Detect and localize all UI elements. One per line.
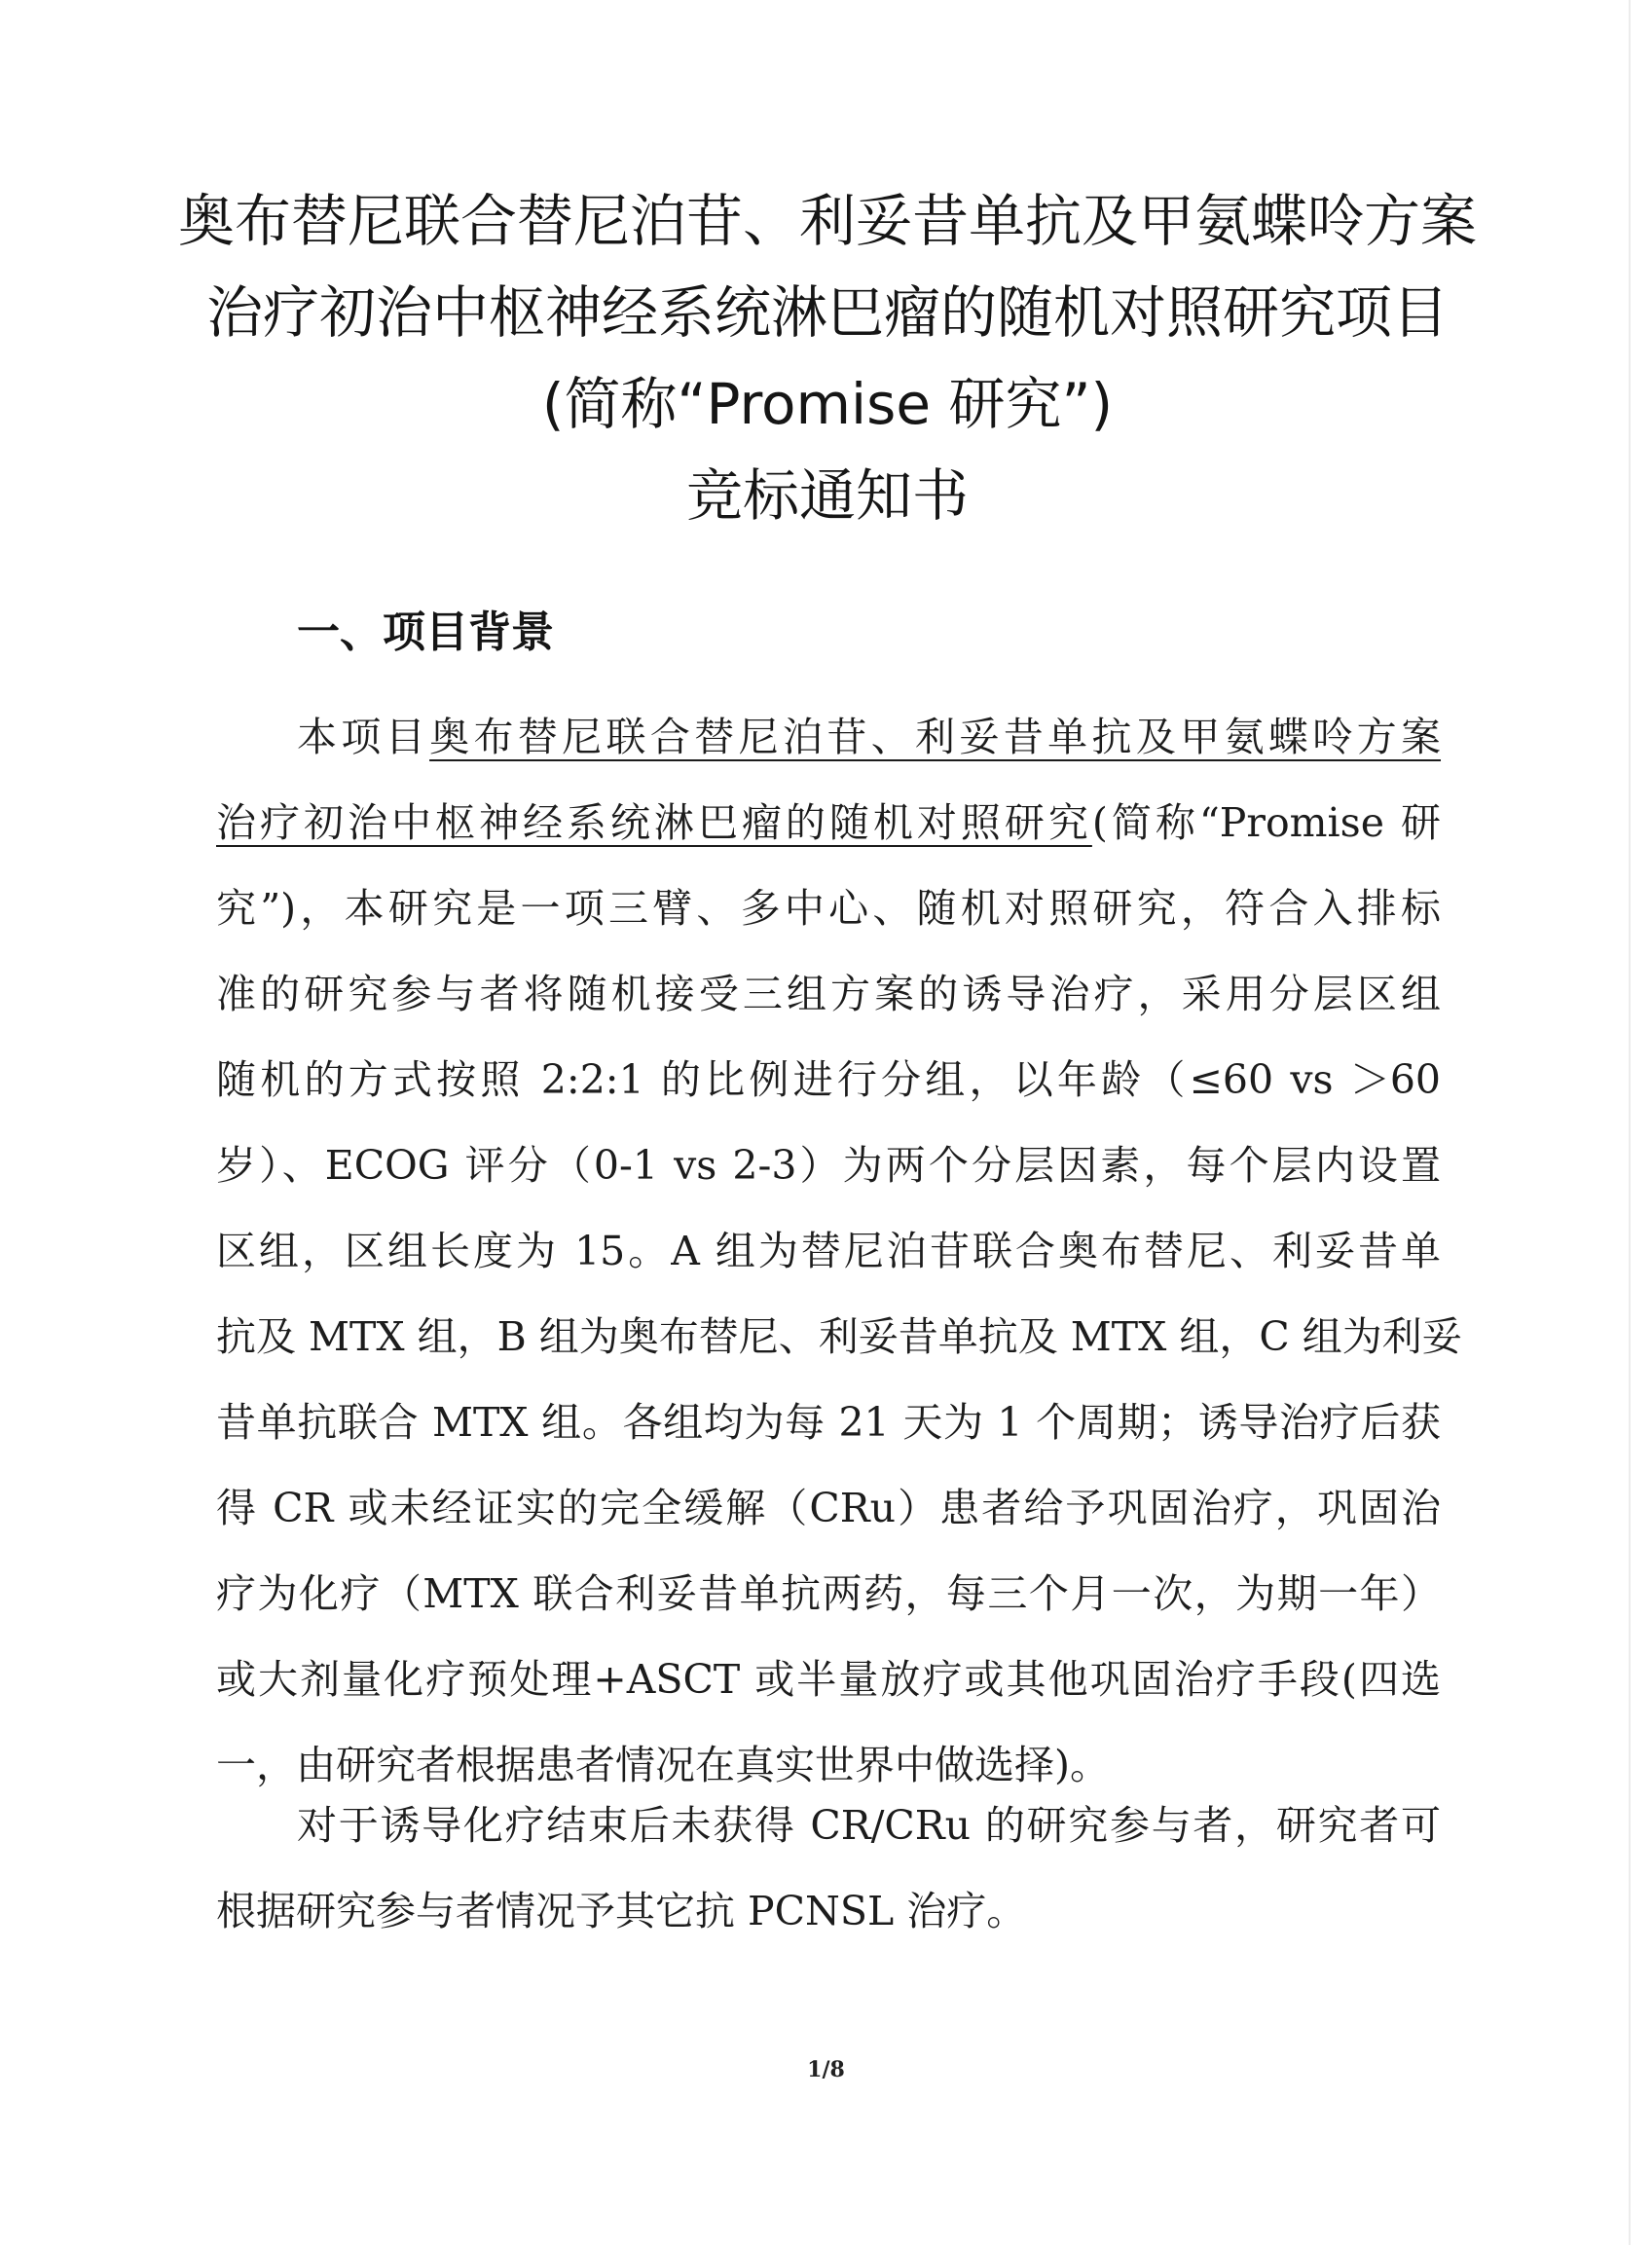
- paragraph-project-background: [216, 694, 1462, 1808]
- page-number: 1/8: [807, 2057, 845, 2082]
- section-heading-background: 一、项目背景: [297, 607, 554, 657]
- paragraph-line: 疗为化疗（MTX 联合利妥昔单抗两药，每三个月一次，为期一年）: [216, 1570, 1441, 1617]
- paragraph-line: 抗及 MTX 组，B 组为奥布替尼、利妥昔单抗及 MTX 组，C 组为利妥: [216, 1313, 1462, 1360]
- underlined-project-name: 治疗初治中枢神经系统淋巴瘤的随机对照研究: [216, 799, 1092, 846]
- paragraph-line: 根据研究参与者情况予其它抗 PCNSL 治疗。: [216, 1888, 1027, 1934]
- paragraph-line: 对于诱导化疗结束后未获得 CR/CRu 的研究参与者，研究者可: [297, 1802, 1441, 1849]
- underlined-project-name: 奥布替尼联合替尼泊苷、利妥昔单抗及甲氨蝶呤方案: [429, 714, 1442, 760]
- paragraph-line: 或大剂量化疗预处理+ASCT 或半量放疗或其他巩固治疗手段(四选: [216, 1656, 1441, 1703]
- paragraph-line: 准的研究参与者将随机接受三组方案的诱导治疗，采用分层区组: [216, 971, 1441, 1017]
- paragraph-line: 一，由研究者根据患者情况在真实世界中做选择)。: [216, 1742, 1110, 1788]
- title-line-4: 竞标通知书: [685, 462, 969, 529]
- line-text: (简称“Promise 研: [1091, 799, 1442, 846]
- paragraph-line: 昔单抗联合 MTX 组。各组均为每 21 天为 1 个周期；诱导治疗后获: [216, 1399, 1441, 1446]
- title-line-2: 治疗初治中枢神经系统淋巴瘤的随机对照研究项目: [205, 279, 1449, 346]
- scan-edge-line: [1629, 0, 1631, 2245]
- document-title: [146, 175, 1509, 541]
- paragraph-line: 究”)，本研究是一项三臂、多中心、随机对照研究，符合入排标: [216, 885, 1442, 932]
- title-line-1: 奥布替尼联合替尼泊苷、利妥昔单抗及甲氨蝶呤方案: [177, 188, 1477, 254]
- paragraph-line: [216, 780, 1441, 865]
- paragraph-line: 岁）、ECOG 评分（0-1 vs 2-3）为两个分层因素，每个层内设置: [216, 1142, 1441, 1189]
- paragraph-line: 随机的方式按照 2:2:1 的比例进行分组，以年龄（≤60 vs ＞60: [216, 1056, 1441, 1103]
- paragraph-line: [216, 694, 1441, 780]
- paragraph-line: 区组，区组长度为 15。A 组为替尼泊苷联合奥布替尼、利妥昔单: [216, 1228, 1441, 1274]
- line-text: 本项目: [297, 714, 430, 760]
- paragraph-line: 得 CR 或未经证实的完全缓解（CRu）患者给予巩固治疗，巩固治: [216, 1485, 1441, 1531]
- paragraph-non-responders: [216, 1783, 1441, 1954]
- title-line-3: (简称“Promise 研究”): [541, 371, 1114, 437]
